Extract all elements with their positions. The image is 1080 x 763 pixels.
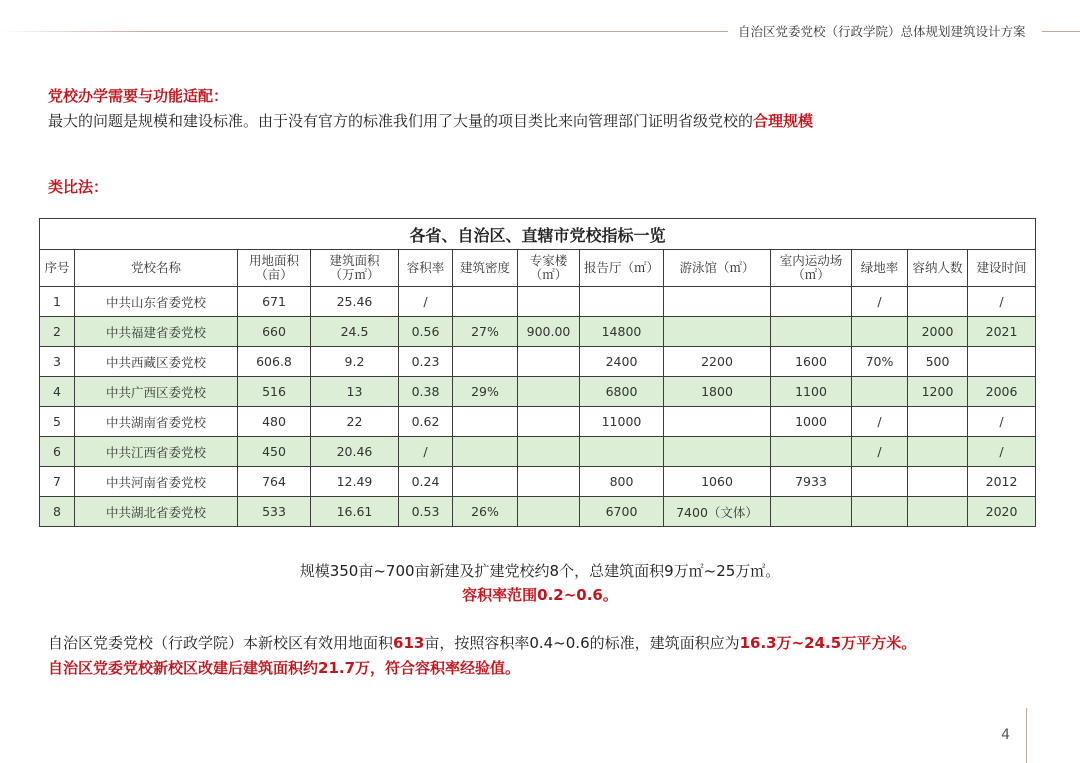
table-cell: 中共福建省委党校 xyxy=(75,317,238,347)
table-cell xyxy=(453,467,518,497)
table-cell xyxy=(664,437,771,467)
conclusion-text-2: 亩，按照容积率0.4~0.6的标准，建筑面积应为 xyxy=(424,634,740,652)
conclusion-result: 自治区党委党校新校区改建后建筑面积约21.7万，符合容积率经验值。 xyxy=(48,659,521,677)
table-cell: / xyxy=(399,437,453,467)
table-cell xyxy=(908,497,968,527)
column-header: 容积率 xyxy=(399,250,453,287)
table-cell: 1060 xyxy=(664,467,771,497)
table-cell: 27% xyxy=(453,317,518,347)
table-cell: 1000 xyxy=(771,407,852,437)
table-cell: 中共广西区委党校 xyxy=(75,377,238,407)
column-header: 建筑面积 （万㎡） xyxy=(311,250,399,287)
table-cell: 8 xyxy=(40,497,75,527)
table-row xyxy=(40,377,1036,407)
table-cell: / xyxy=(968,437,1036,467)
table-cell xyxy=(771,317,852,347)
table-cell xyxy=(518,437,580,467)
column-header: 序号 xyxy=(40,250,75,287)
column-header: 容纳人数 xyxy=(908,250,968,287)
table-cell: / xyxy=(852,407,908,437)
column-header: 游泳馆（㎡） xyxy=(664,250,771,287)
table-cell: 2000 xyxy=(908,317,968,347)
party-school-index-table xyxy=(39,218,1035,527)
section-text-function xyxy=(48,110,813,131)
column-header: 党校名称 xyxy=(75,250,238,287)
table-cell: 0.53 xyxy=(399,497,453,527)
table-cell: / xyxy=(852,437,908,467)
conclusion-line xyxy=(48,632,916,653)
table-cell: 13 xyxy=(311,377,399,407)
table-cell xyxy=(453,347,518,377)
table-cell: 2400 xyxy=(580,347,664,377)
table-cell: 0.62 xyxy=(399,407,453,437)
column-header: 室内运动场 （㎡） xyxy=(771,250,852,287)
table-cell: 22 xyxy=(311,407,399,437)
column-header: 绿地率 xyxy=(852,250,908,287)
table-cell: 7 xyxy=(40,467,75,497)
table-cell: 14800 xyxy=(580,317,664,347)
table-cell: 0.23 xyxy=(399,347,453,377)
table-row xyxy=(40,317,1036,347)
table-cell: / xyxy=(399,287,453,317)
table-cell: 480 xyxy=(238,407,311,437)
header-divider xyxy=(0,31,728,32)
table-cell: 16.61 xyxy=(311,497,399,527)
table-cell: 0.56 xyxy=(399,317,453,347)
column-header: 专家楼 （㎡） xyxy=(518,250,580,287)
table-row xyxy=(40,407,1036,437)
table-cell: 2200 xyxy=(664,347,771,377)
table-cell: / xyxy=(852,287,908,317)
table-row xyxy=(40,437,1036,467)
table-title: 各省、自治区、直辖市党校指标一览 xyxy=(40,219,1036,250)
table-cell xyxy=(518,407,580,437)
table-cell: 9.2 xyxy=(311,347,399,377)
table-cell: 2012 xyxy=(968,467,1036,497)
table-cell: 29% xyxy=(453,377,518,407)
table-cell: 2020 xyxy=(968,497,1036,527)
table-cell: 6 xyxy=(40,437,75,467)
column-header: 建设时间 xyxy=(968,250,1036,287)
section-title-function: 党校办学需要与功能适配： xyxy=(48,87,229,105)
table-cell: 533 xyxy=(238,497,311,527)
table-cell xyxy=(518,287,580,317)
conclusion-text-1: 自治区党委党校（行政学院）本新校区有效用地面积 xyxy=(48,634,394,652)
table-cell xyxy=(968,347,1036,377)
table-cell: 660 xyxy=(238,317,311,347)
table-cell xyxy=(852,467,908,497)
table-row xyxy=(40,347,1036,377)
summary-far-range: 容积率范围0.2~0.6。 xyxy=(462,586,618,604)
column-header: 建筑密度 xyxy=(453,250,518,287)
table-row xyxy=(40,287,1036,317)
table-cell: 中共西藏区委党校 xyxy=(75,347,238,377)
table-cell xyxy=(664,317,771,347)
page-number: 4 xyxy=(1001,727,1010,743)
table-cell: 7400（文体） xyxy=(664,497,771,527)
table-cell: 1100 xyxy=(771,377,852,407)
table-cell xyxy=(580,437,664,467)
table-cell: 2006 xyxy=(968,377,1036,407)
floor-area-range: 16.3万~24.5万平方米。 xyxy=(739,634,917,652)
table-cell xyxy=(852,497,908,527)
table-cell: 2021 xyxy=(968,317,1036,347)
table-cell xyxy=(453,287,518,317)
table-cell xyxy=(664,407,771,437)
table-cell: 中共河南省委党校 xyxy=(75,467,238,497)
table-cell xyxy=(771,437,852,467)
table-cell: 4 xyxy=(40,377,75,407)
table-cell: 1600 xyxy=(771,347,852,377)
table-cell: 800 xyxy=(580,467,664,497)
table-cell: 1800 xyxy=(664,377,771,407)
document-title: 自治区党委党校（行政学院）总体规划建筑设计方案 xyxy=(738,24,1026,39)
table-cell: 11000 xyxy=(580,407,664,437)
table-cell: 900.00 xyxy=(518,317,580,347)
page-marker xyxy=(1026,708,1027,763)
table-cell: 2 xyxy=(40,317,75,347)
table-cell xyxy=(518,497,580,527)
table-cell: 500 xyxy=(908,347,968,377)
reasonable-scale-highlight: 合理规模 xyxy=(753,112,814,130)
table-cell xyxy=(771,287,852,317)
table-cell xyxy=(664,287,771,317)
table-cell: 1200 xyxy=(908,377,968,407)
table-cell xyxy=(908,437,968,467)
table-cell: 606.8 xyxy=(238,347,311,377)
table-cell: / xyxy=(968,287,1036,317)
column-header: 用地面积 （亩） xyxy=(238,250,311,287)
table-cell: / xyxy=(968,407,1036,437)
table-cell: 0.24 xyxy=(399,467,453,497)
table-cell: 中共江西省委党校 xyxy=(75,437,238,467)
table-cell xyxy=(852,317,908,347)
table-cell: 6800 xyxy=(580,377,664,407)
table-cell: 450 xyxy=(238,437,311,467)
table-cell xyxy=(518,467,580,497)
table-cell: 671 xyxy=(238,287,311,317)
table-cell xyxy=(852,377,908,407)
table-cell: 中共湖南省委党校 xyxy=(75,407,238,437)
intro-text: 最大的问题是规模和建设标准。由于没有官方的标准我们用了大量的项目类比来向管理部门证明省级党校的 xyxy=(48,112,754,130)
table-cell: 516 xyxy=(238,377,311,407)
table-cell: 中共湖北省委党校 xyxy=(75,497,238,527)
table-cell: 24.5 xyxy=(311,317,399,347)
table-row xyxy=(40,497,1036,527)
table-cell: 25.46 xyxy=(311,287,399,317)
section-title-analogy: 类比法： xyxy=(48,178,109,196)
table-cell: 20.46 xyxy=(311,437,399,467)
table-cell xyxy=(453,407,518,437)
table-cell xyxy=(908,467,968,497)
column-header: 报告厅（㎡） xyxy=(580,250,664,287)
table-cell xyxy=(580,287,664,317)
header-divider-right xyxy=(1042,31,1080,32)
table-row xyxy=(40,467,1036,497)
table-cell xyxy=(908,287,968,317)
table-cell xyxy=(518,377,580,407)
table-cell xyxy=(453,437,518,467)
table-cell: 7933 xyxy=(771,467,852,497)
table-header-row xyxy=(40,250,1036,287)
table-cell: 12.49 xyxy=(311,467,399,497)
table-cell: 1 xyxy=(40,287,75,317)
summary-scale: 规模350亩~700亩新建及扩建党校约8个，总建筑面积9万㎡~25万㎡。 xyxy=(299,562,781,580)
table-cell: 26% xyxy=(453,497,518,527)
table-cell: 764 xyxy=(238,467,311,497)
site-area-value: 613 xyxy=(393,634,425,652)
table-cell: 0.38 xyxy=(399,377,453,407)
table-cell xyxy=(908,407,968,437)
table-cell: 3 xyxy=(40,347,75,377)
table-cell: 中共山东省委党校 xyxy=(75,287,238,317)
table-cell: 5 xyxy=(40,407,75,437)
table-cell xyxy=(518,347,580,377)
table-cell: 6700 xyxy=(580,497,664,527)
table-cell: 70% xyxy=(852,347,908,377)
table-cell xyxy=(771,497,852,527)
